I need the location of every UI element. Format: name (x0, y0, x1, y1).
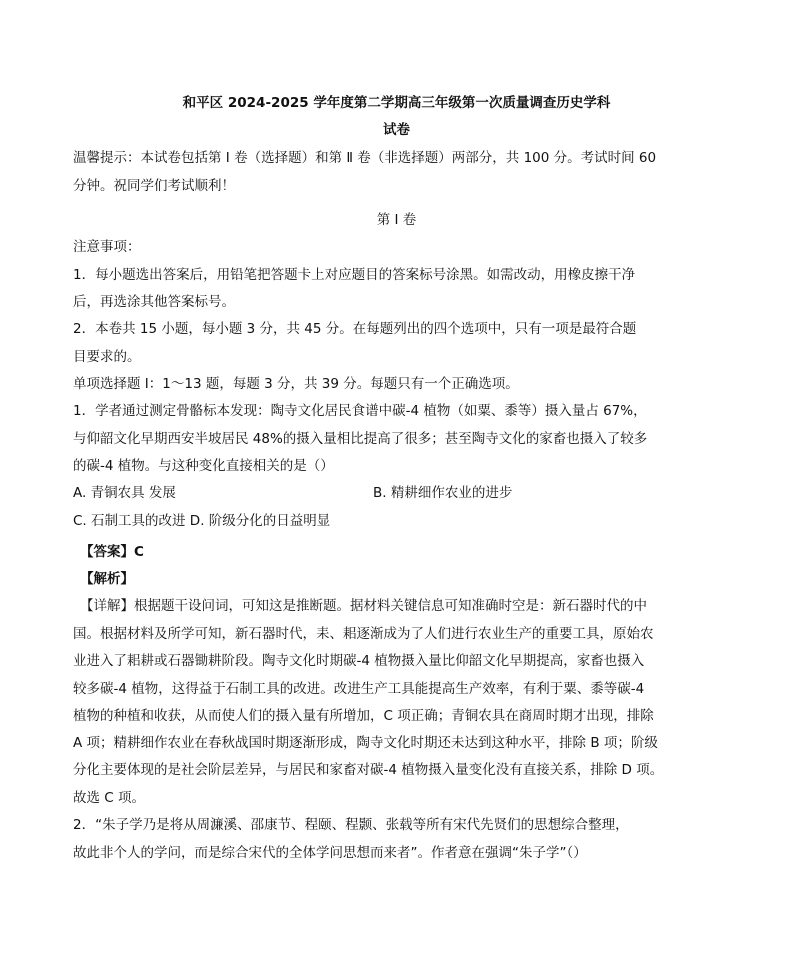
notice-line: 温馨提示：本试卷包括第 Ⅰ 卷（选择题）和第 Ⅱ 卷（非选择题）两部分，共 100 分。考试时间 60 (73, 150, 657, 166)
analysis-line: 国。根据材料及所学可知，新石器时代，耒、耜逐渐成为了人们进行农业生产的重要工具，原始农 (73, 626, 654, 642)
notice-line: 分钟。祝同学们考试顺利！ (73, 178, 235, 194)
analysis-line: A 项；精耕细作农业在春秋战国时期逐渐形成，陶寺文化时期还未达到这种水平，排除 B 项；阶级 (73, 735, 658, 751)
analysis-line: 【详解】根据题干设问词，可知这是推断题。据材料关键信息可知准确时空是：新石器时代的中 (80, 598, 647, 614)
analysis-line: 故选 C 项。 (73, 790, 146, 806)
answer-label: 【答案】C (80, 544, 144, 560)
attention-title: 注意事项： (73, 239, 141, 255)
rule-line: 目要求的。 (73, 349, 141, 365)
section-heading: 第 Ⅰ 卷 (376, 212, 417, 228)
page-title: 和平区 2024-2025 学年度第二学期高三年级第一次质量调查历史学科 (182, 95, 611, 111)
question-stem: 2．“朱子学乃是将从周濂溪、邵康节、程颐、程颢、张载等所有宋代先贤们的思想综合整理， (73, 817, 629, 833)
option-c-d: C. 石制工具的改进 D. 阶级分化的日益明显 (73, 513, 331, 529)
question-stem: 的碳-4 植物。与这种变化直接相关的是（） (73, 458, 334, 474)
rule-line: 后，再选涂其他答案标号。 (73, 294, 235, 310)
question-stem: 1．学者通过测定骨骼标本发现：陶寺文化居民食谱中碳-4 植物（如粟、黍等）摄入量占 67%， (73, 403, 647, 419)
question-stem: 与仰韶文化早期西安半坡居民 48%的摄入量相比提高了很多；甚至陶寺文化的家畜也摄入了较多 (73, 431, 648, 447)
analysis-line: 较多碳-4 植物，这得益于石制工具的改进。改进生产工具能提高生产效率，有利于粟、黍等碳-4 (73, 681, 645, 697)
rule-line: 2．本卷共 15 小题，每小题 3 分，共 45 分。在每题列出的四个选项中，只有一项是最符合题 (73, 321, 637, 337)
option-b: B. 精耕细作农业的进步 (373, 485, 513, 501)
analysis-line: 植物的种植和收获，从而使人们的摄入量有所增加，C 项正确；青铜农具在商周时期才出现，排除 (73, 708, 654, 724)
page-title-continued: 试卷 (383, 122, 410, 138)
analysis-line: 业进入了耜耕或石器锄耕阶段。陶寺文化时期碳-4 植物摄入量比仰韶文化早期提高，家畜也摄入 (73, 653, 645, 669)
question-stem: 故此非个人的学问，而是综合宋代的全体学问思想而来者”。作者意在强调“朱子学”（） (73, 845, 587, 861)
analysis-label: 【解析】 (80, 571, 134, 587)
subsection-heading: 单项选择题 Ⅰ：1～13 题，每题 3 分，共 39 分。每题只有一个正确选项。 (73, 376, 519, 392)
rule-line: 1．每小题选出答案后，用铅笔把答题卡上对应题目的答案标号涂黑。如需改动，用橡皮擦干净 (73, 267, 636, 283)
analysis-line: 分化主要体现的是社会阶层差异，与居民和家畜对碳-4 植物摄入量变化没有直接关系，排除 D 项。 (73, 762, 664, 778)
option-a: A. 青铜农具 发展 (73, 485, 176, 501)
